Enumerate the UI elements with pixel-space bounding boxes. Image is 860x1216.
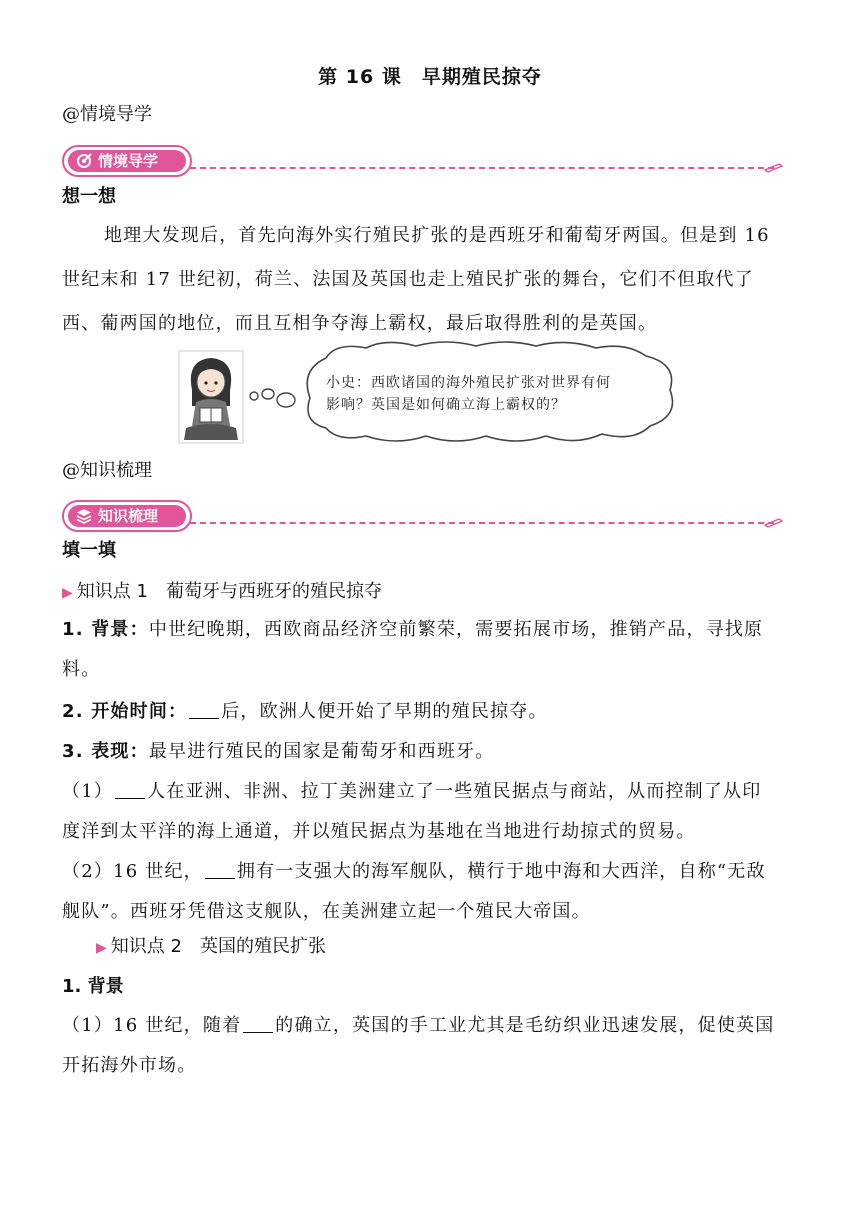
banner-label: 知识梳理: [98, 507, 159, 525]
triangle-bullet-icon: ▶: [62, 585, 73, 601]
banner-label: 情境导学: [98, 152, 159, 170]
point-1-line-2: 度洋到太平洋的海上通道，并以殖民据点为基地在当地进行劫掠式的贸易。: [62, 821, 696, 842]
fill-blank[interactable]: [189, 700, 219, 719]
banner-pill: [62, 500, 192, 532]
section-banner-knowledge: [62, 500, 784, 534]
point-1-line-1: （1） 人在亚洲、非洲、拉丁美洲建立了一些殖民据点与商站，从而控制了从印: [62, 781, 762, 802]
bubble-line-1: 小史：西欧诸国的海外殖民扩张对世界有何: [326, 375, 611, 391]
pencil-icon: [764, 516, 784, 528]
fill-blank[interactable]: [243, 1014, 273, 1033]
girl-reading-illustration: [178, 350, 244, 444]
intro-line-1: 地理大发现后，首先向海外实行殖民扩张的是西班牙和葡萄牙两国。但是到 16: [104, 225, 770, 246]
intro-line-3: 西、葡两国的地位，而且互相争夺海上霸权，最后取得胜利的是英国。: [62, 313, 658, 334]
question-1-line-1: （1）16 世纪，随着 的确立，英国的手工业尤其是毛纺织业迅速发展，促使英国: [62, 1015, 775, 1036]
triangle-bullet-icon: ▶: [96, 940, 107, 956]
fill-blank[interactable]: [115, 780, 145, 799]
banner-dash-line: [190, 167, 774, 169]
stack-icon: [76, 508, 92, 524]
target-icon: [76, 153, 92, 169]
background-line-2: 料。: [62, 659, 101, 680]
pencil-icon: [764, 161, 784, 173]
point-2-line-1: （2）16 世纪， 拥有一支强大的海军舰队，横行于地中海和大西洋，自称“无敌: [62, 861, 766, 882]
performance-line: 3. 表现：最早进行殖民的国家是葡萄牙和西班牙。: [62, 741, 495, 762]
think-heading: 想一想: [62, 186, 116, 207]
fill-heading: 填一填: [62, 540, 116, 561]
intro-line-2: 世纪末和 17 世纪初，荷兰、法国及英国也走上殖民扩张的舞台，它们不但取代了: [62, 269, 754, 290]
banner-pill: [62, 145, 192, 177]
banner-dash-line: [190, 522, 774, 524]
start-time-line: 2. 开始时间： 后，欧洲人便开始了早期的殖民掠夺。: [62, 701, 548, 722]
section-anchor-knowledge: @知识梳理: [62, 460, 152, 481]
knowledge-point-1-title: ▶ 知识点 1 葡萄牙与西班牙的殖民掠夺: [62, 581, 382, 602]
bubble-line-2: 影响？英国是如何确立海上霸权的？: [326, 397, 566, 413]
section-banner-situation: [62, 145, 784, 179]
knowledge-point-2-title: ▶ 知识点 2 英国的殖民扩张: [96, 936, 326, 957]
point-2-line-2: 舰队”。西班牙凭借这支舰队，在美洲建立起一个殖民大帝国。: [62, 901, 591, 922]
page-title: 第 16 课 早期殖民掠夺: [318, 66, 542, 88]
background-2-label: 1. 背景: [62, 976, 124, 997]
background-line-1: 1. 背景：中世纪晚期，西欧商品经济空前繁荣，需要拓展市场，推销产品，寻找原: [62, 619, 764, 640]
question-1-line-2: 开拓海外市场。: [62, 1055, 197, 1076]
section-anchor-situation: @情境导学: [62, 104, 152, 125]
fill-blank[interactable]: [205, 860, 235, 879]
